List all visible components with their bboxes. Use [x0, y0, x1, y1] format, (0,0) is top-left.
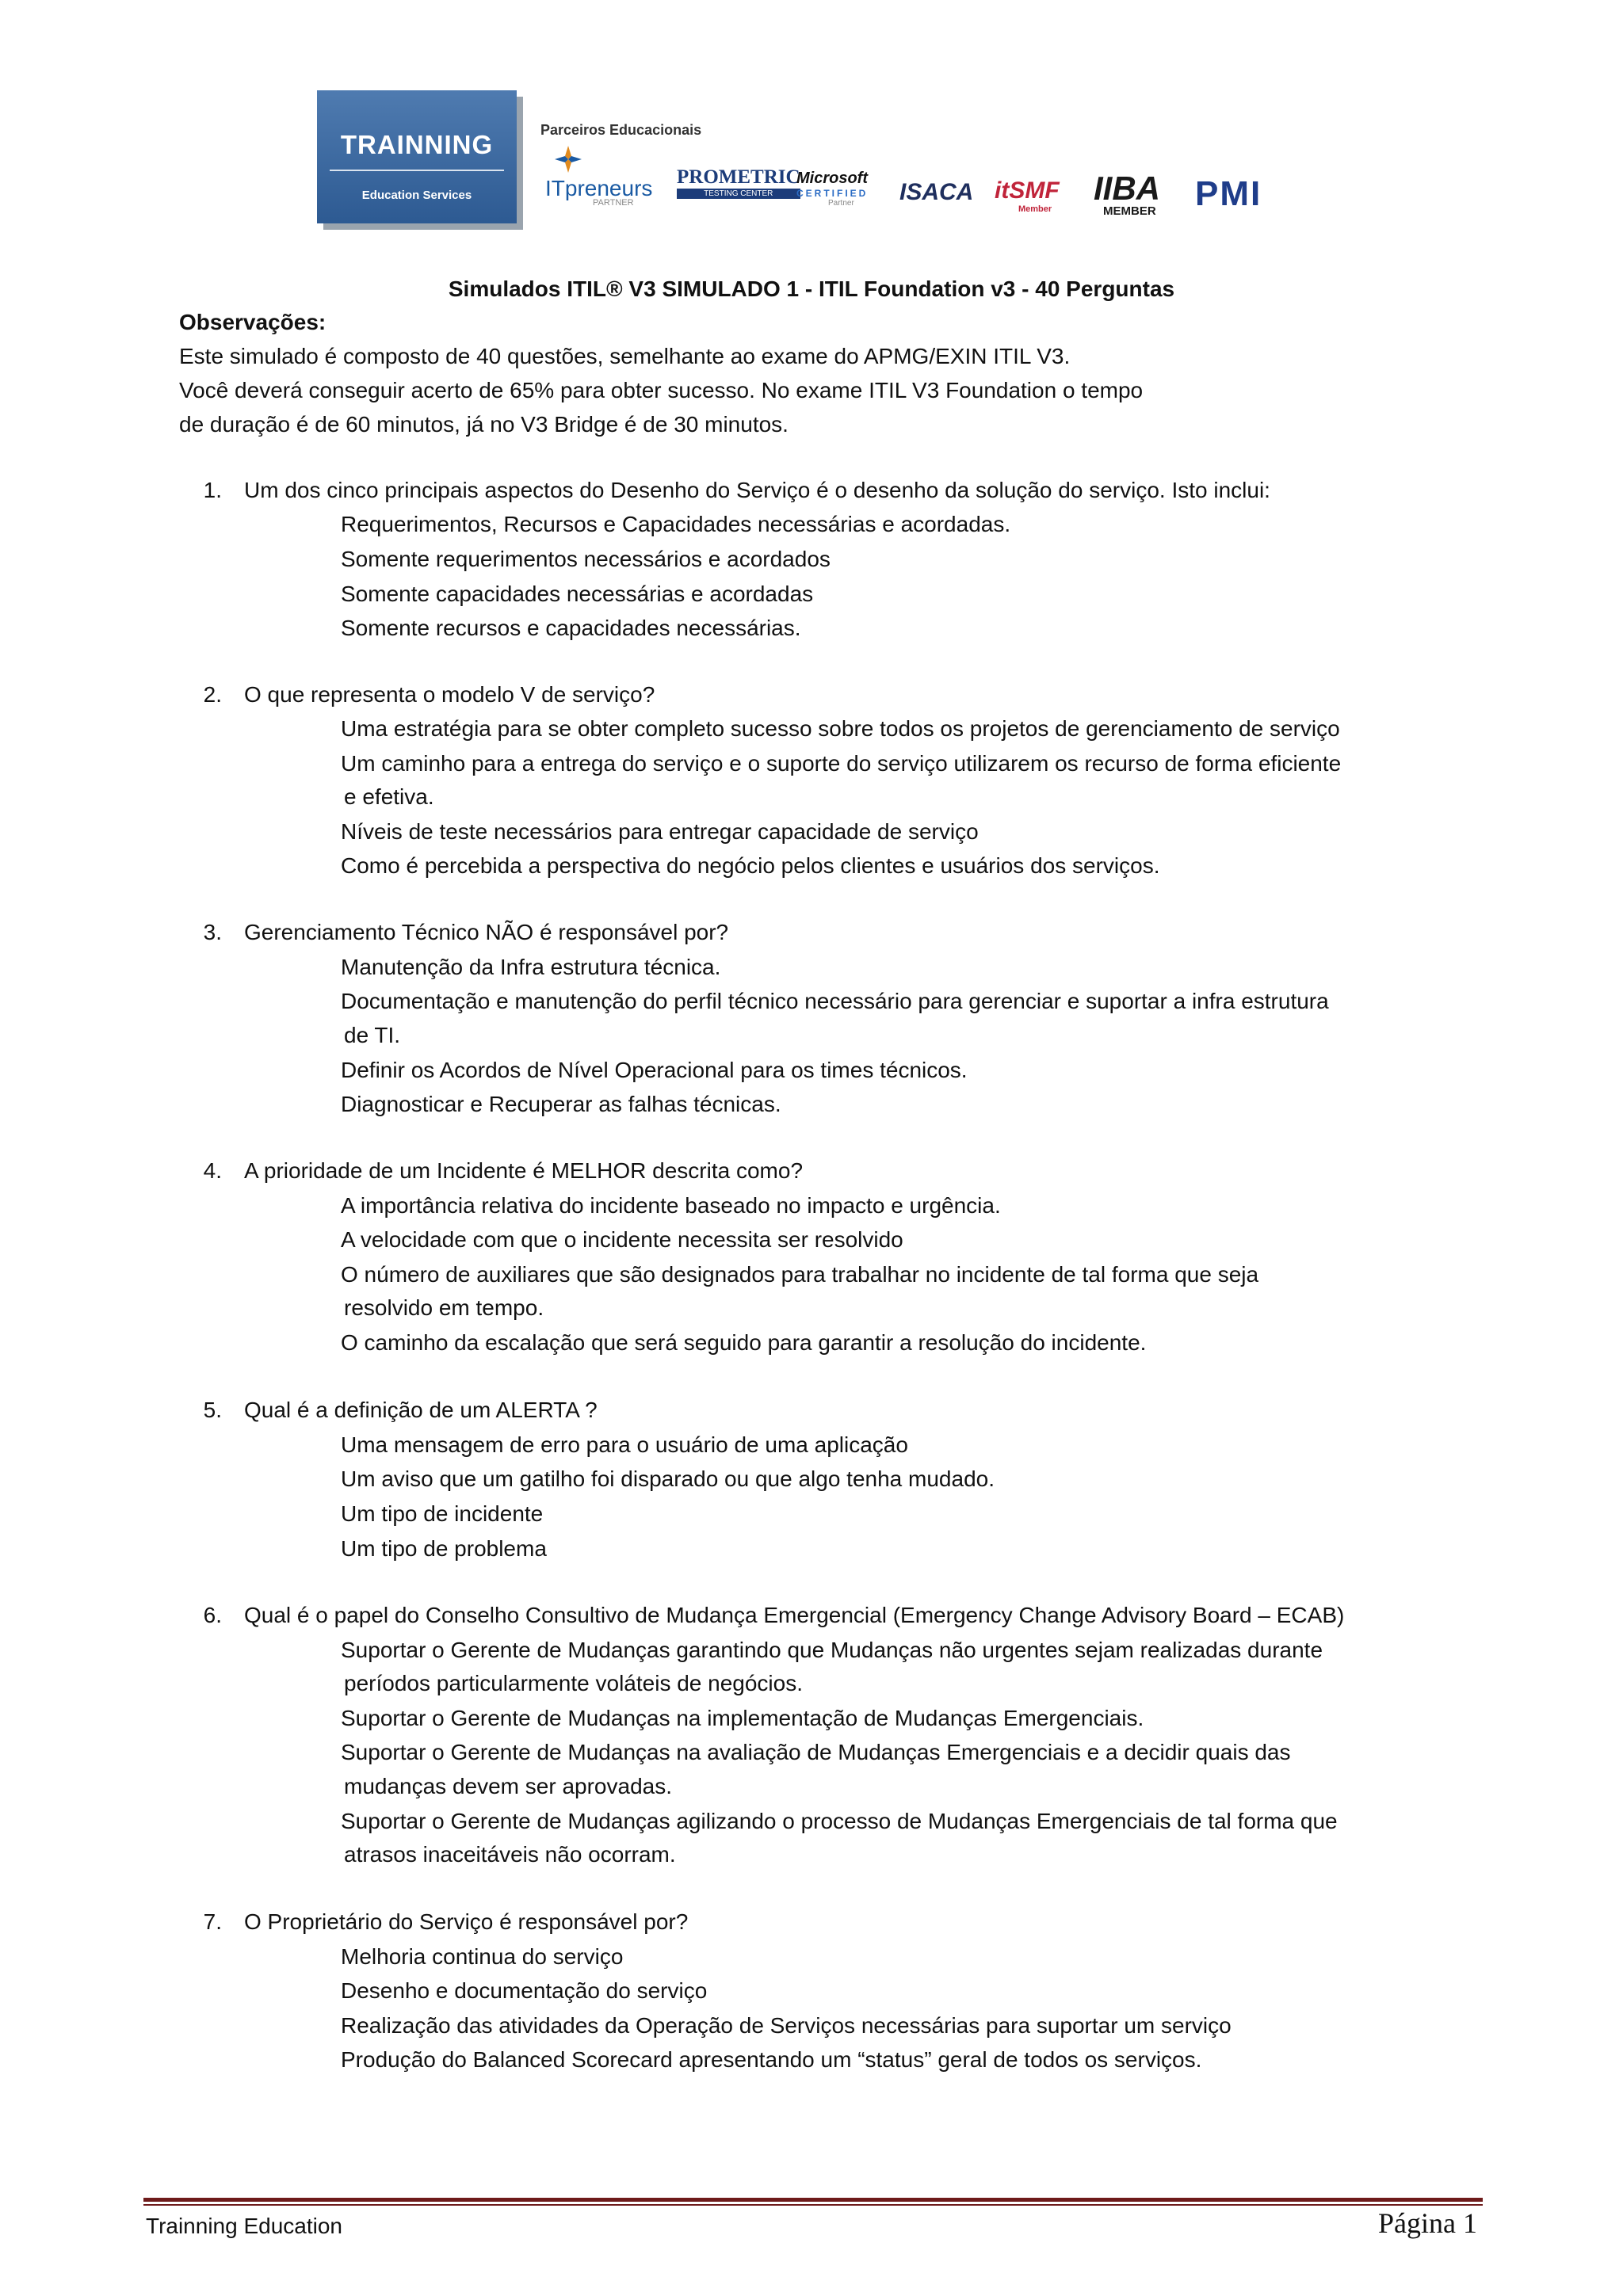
- microsoft-logo-sub: CERTIFIED: [796, 188, 869, 199]
- answer-option-continuation: mudanças devem ser aprovadas.: [344, 1774, 672, 1798]
- answer-option: A velocidade com que o incidente necessita ser resolvido: [341, 1227, 903, 1252]
- partners-label: Parceiros Educacionais: [540, 122, 702, 138]
- answer-option: Somente recursos e capacidades necessárias.: [341, 616, 801, 640]
- answer-option: Suportar o Gerente de Mudanças na implementação de Mudanças Emergenciais.: [341, 1706, 1144, 1730]
- question-text: O Proprietário do Serviço é responsável por?: [244, 1909, 689, 1934]
- itpreneurs-logo: [545, 176, 652, 208]
- pmi-logo: PMI: [1195, 174, 1262, 213]
- trainning-logo: [317, 90, 517, 223]
- answer-option: Um caminho para a entrega do serviço e o suporte do serviço utilizarem os recurso de forma eficiente: [341, 751, 1342, 776]
- isaca-logo: ISACA: [899, 179, 974, 205]
- answer-option: Um tipo de incidente: [341, 1501, 544, 1526]
- brand-subtitle: Education Services: [361, 189, 472, 202]
- iiba-logo-text: IIBA: [1094, 170, 1160, 207]
- answer-option: O número de auxiliares que são designados para trabalhar no incidente de tal forma que seja: [341, 1262, 1259, 1287]
- answer-option-continuation: atrasos inaceitáveis não ocorram.: [344, 1842, 676, 1867]
- answer-option-continuation: e efetiva.: [344, 784, 434, 809]
- answer-option: Realização das atividades da Operação de Serviços necessárias para suportar um serviço: [341, 2013, 1232, 2038]
- question-number: 1.: [203, 478, 222, 502]
- prometric-logo-text: PROMETRIC: [677, 166, 800, 188]
- answer-option: Um tipo de problema: [341, 1536, 547, 1561]
- question-text: Um dos cinco principais aspectos do Desenho do Serviço é o desenho da solução do serviço. Isto inclui:: [244, 478, 1270, 502]
- answer-option: Somente capacidades necessárias e acordadas: [341, 582, 814, 606]
- answer-option: Diagnosticar e Recuperar as falhas técnicas.: [341, 1092, 781, 1116]
- answer-option: Suportar o Gerente de Mudanças na avaliação de Mudanças Emergenciais e a decidir quais das: [341, 1740, 1291, 1764]
- answer-option: Manutenção da Infra estrutura técnica.: [341, 955, 721, 979]
- answer-option: Uma estratégia para se obter completo sucesso sobre todos os projetos de gerenciamento de serviço: [341, 716, 1340, 741]
- question-number: 5.: [203, 1398, 222, 1422]
- answer-option: Uma mensagem de erro para o usuário de uma aplicação: [341, 1432, 908, 1457]
- itpreneurs-pinwheel-icon: [555, 146, 582, 173]
- question-number: 2.: [203, 682, 222, 707]
- answer-option: Requerimentos, Recursos e Capacidades necessárias e acordadas.: [341, 512, 1011, 536]
- answer-option: Documentação e manutenção do perfil técnico necessário para gerenciar e suportar a infra estrutura: [341, 989, 1329, 1013]
- footer-company: Trainning Education: [146, 2214, 343, 2238]
- itsmf-logo-text: itSMF: [995, 177, 1060, 204]
- microsoft-logo: [796, 170, 868, 208]
- answer-option: Suportar o Gerente de Mudanças garantindo que Mudanças não urgentes sejam realizadas durante: [341, 1638, 1323, 1662]
- question-text: A prioridade de um Incidente é MELHOR descrita como?: [244, 1158, 804, 1183]
- intro-line: Você deverá conseguir acerto de 65% para obter sucesso. No exame ITIL V3 Foundation o tempo: [179, 378, 1144, 402]
- brand-title: TRAINNING: [340, 130, 494, 159]
- page-number: Página 1: [1378, 2207, 1477, 2239]
- answer-option: Como é percebida a perspectiva do negócio pelos clientes e usuários dos serviços.: [341, 853, 1160, 878]
- answer-option: Definir os Acordos de Nível Operacional para os times técnicos.: [341, 1058, 968, 1082]
- answer-option-continuation: períodos particularmente voláteis de negócios.: [344, 1671, 804, 1695]
- iiba-logo-sub: MEMBER: [1103, 204, 1156, 218]
- question-number: 7.: [203, 1909, 222, 1934]
- itsmf-logo-sub: Member: [1018, 204, 1052, 214]
- itsmf-logo: [995, 177, 1060, 214]
- answer-option: Níveis de teste necessários para entregar capacidade de serviço: [341, 819, 979, 844]
- microsoft-logo-text: Microsoft: [796, 170, 868, 187]
- answer-option: Um aviso que um gatilho foi disparado ou que algo tenha mudado.: [341, 1466, 995, 1491]
- question-text: Qual é a definição de um ALERTA ?: [244, 1398, 598, 1422]
- footer-rule: [143, 2198, 1483, 2202]
- iiba-logo: [1094, 170, 1160, 218]
- intro-line: Este simulado é composto de 40 questões, semelhante ao exame do APMG/EXIN ITIL V3.: [179, 344, 1071, 368]
- answer-option: Desenho e documentação do serviço: [341, 1978, 708, 2003]
- brand-divider: [330, 170, 504, 171]
- answer-option-continuation: de TI.: [344, 1023, 401, 1047]
- question-text: Qual é o papel do Conselho Consultivo de Mudança Emergencial (Emergency Change Advisory Board – ECAB): [244, 1603, 1345, 1627]
- intro-line: de duração é de 60 minutos, já no V3 Bridge é de 30 minutos.: [179, 412, 789, 437]
- document-title: Simulados ITIL® V3 SIMULADO 1 - ITIL Foundation v3 - 40 Perguntas: [448, 277, 1175, 301]
- answer-option: Produção do Balanced Scorecard apresentando um “status” geral de todos os serviços.: [341, 2047, 1202, 2072]
- itpreneurs-logo-sub: PARTNER: [593, 198, 634, 208]
- question-number: 3.: [203, 920, 222, 944]
- microsoft-logo-partner: Partner: [828, 199, 854, 208]
- answer-option: Melhoria continua do serviço: [341, 1944, 624, 1969]
- observations-label: Observações:: [179, 310, 327, 334]
- prometric-logo-sub: TESTING CENTER: [677, 189, 800, 199]
- answer-option: Suportar o Gerente de Mudanças agilizando o processo de Mudanças Emergenciais de tal forma que: [341, 1809, 1338, 1833]
- answer-option: O caminho da escalação que será seguido para garantir a resolução do incidente.: [341, 1330, 1147, 1355]
- answer-option: Somente requerimentos necessários e acordados: [341, 547, 831, 571]
- question-number: 4.: [203, 1158, 222, 1183]
- partners-banner: [317, 90, 1292, 231]
- question-number: 6.: [203, 1603, 222, 1627]
- question-text: Gerenciamento Técnico NÃO é responsável por?: [244, 920, 729, 944]
- answer-option: A importância relativa do incidente baseado no impacto e urgência.: [341, 1193, 1001, 1218]
- prometric-logo: [677, 166, 800, 199]
- answer-option-continuation: resolvido em tempo.: [344, 1295, 544, 1320]
- footer-rule-thin: [143, 2204, 1483, 2206]
- question-text: O que representa o modelo V de serviço?: [244, 682, 655, 707]
- itpreneurs-logo-text: ITpreneurs: [545, 176, 653, 200]
